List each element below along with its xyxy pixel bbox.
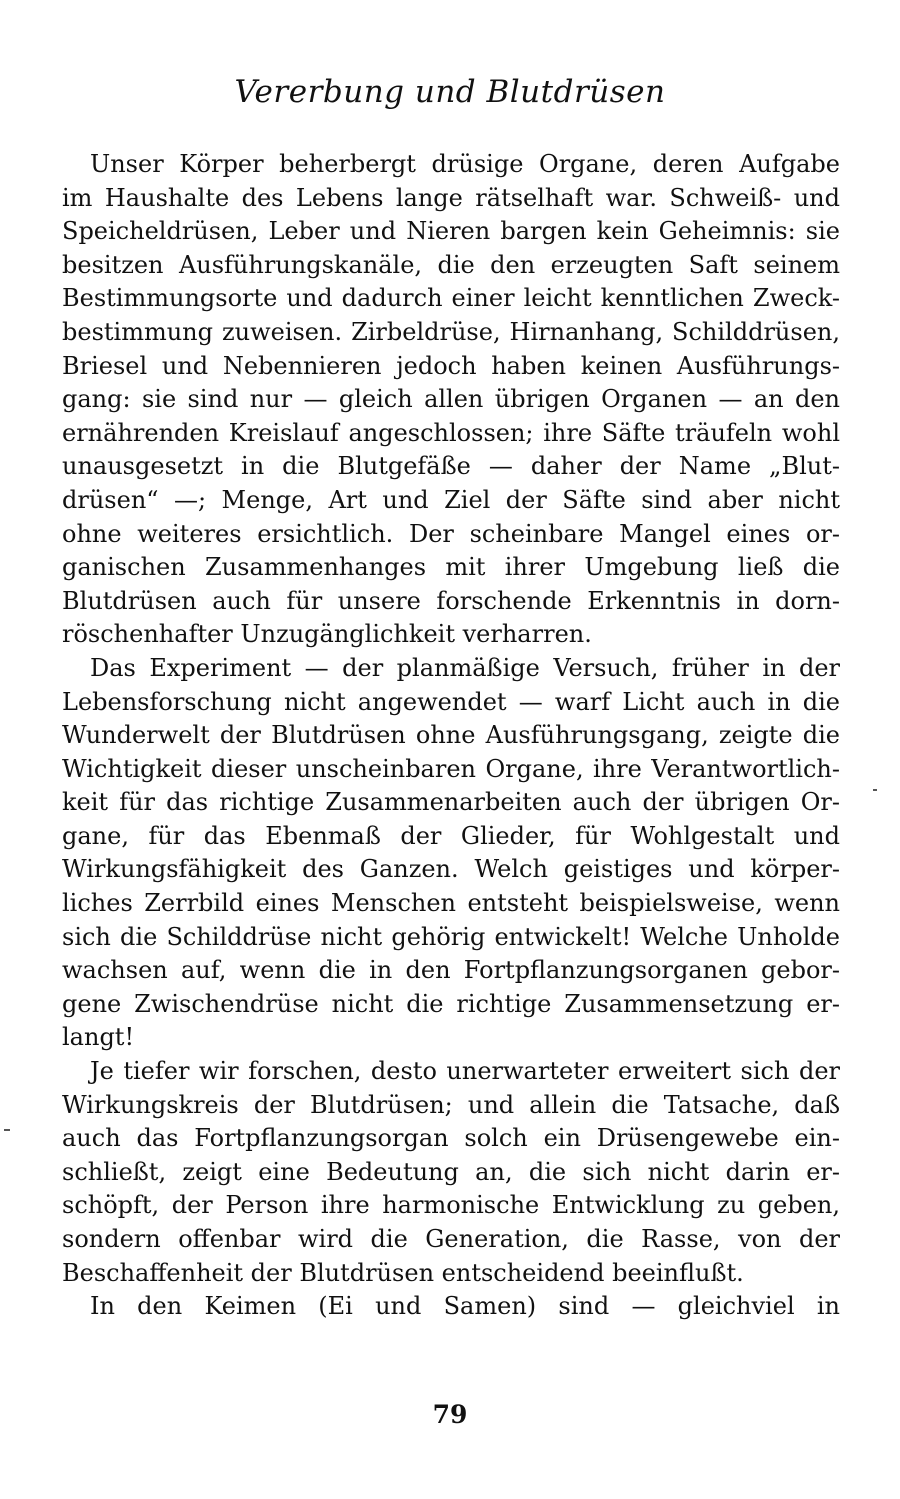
text-line: röschenhafter Unzugänglichkeit verharren. bbox=[62, 620, 592, 649]
text-line: Das Experiment — der planmäßige Versuch, früher in der bbox=[90, 653, 840, 682]
text-line: Wunderwelt der Blutdrüsen ohne Ausführungsgang, zeigte die bbox=[62, 721, 840, 750]
text-line: Bestimmungsorte und dadurch einer leicht kenntlichen Zweck- bbox=[62, 284, 840, 313]
text-line: Blutdrüsen auch für unsere forschende Erkenntnis in dorn- bbox=[62, 586, 840, 615]
text-line: Beschaffenheit der Blutdrüsen entscheidend beeinflußt. bbox=[62, 1258, 744, 1287]
text-line: ganischen Zusammenhanges mit ihrer Umgebung ließ die bbox=[62, 553, 840, 582]
text-line: In den Keimen (Ei und Samen) sind — gleichviel in bbox=[90, 1292, 840, 1321]
text-line: sich die Schilddrüse nicht gehörig entwickelt! Welche Unholde bbox=[62, 922, 840, 951]
text-line: ernährenden Kreislauf angeschlossen; ihre Säfte träufeln wohl bbox=[62, 418, 840, 447]
text-line: Lebensforschung nicht angewendet — warf Licht auch in die bbox=[62, 687, 840, 716]
chapter-heading: Vererbung und Blutdrüsen bbox=[234, 74, 666, 110]
text-line: bestimmung zuweisen. Zirbeldrüse, Hirnanhang, Schilddrüsen, bbox=[62, 317, 840, 346]
text-line: im Haushalte des Lebens lange rätselhaft war. Schweiß- und bbox=[62, 183, 840, 212]
text-line: keit für das richtige Zusammenarbeiten auch der übrigen Or- bbox=[62, 788, 840, 817]
text-line: wachsen auf, wenn die in den Fortpflanzungsorganen gebor- bbox=[62, 956, 840, 985]
text-line: langt! bbox=[62, 1023, 135, 1052]
text-line: drüsen“ —; Menge, Art und Ziel der Säfte sind aber nicht bbox=[62, 485, 840, 514]
text-line: Wichtigkeit dieser unscheinbaren Organe, ihre Verantwortlich- bbox=[62, 754, 840, 783]
text-line: Je tiefer wir forschen, desto unerwarteter erweitert sich der bbox=[90, 1057, 840, 1086]
text-line: gene Zwischendrüse nicht die richtige Zusammensetzung er- bbox=[62, 989, 840, 1018]
text-line: schöpft, der Person ihre harmonische Entwicklung zu geben, bbox=[62, 1191, 840, 1220]
text-line: Briesel und Nebennieren jedoch haben keinen Ausführungs- bbox=[62, 351, 840, 380]
text-line: unausgesetzt in die Blutgefäße — daher der Name „Blut- bbox=[62, 452, 840, 481]
text-line: Unser Körper beherbergt drüsige Organe, deren Aufgabe bbox=[90, 150, 840, 178]
body-text bbox=[62, 148, 840, 1324]
text-line: Wirkungskreis der Blutdrüsen; und allein die Tatsache, daß bbox=[62, 1090, 840, 1119]
text-line: liches Zerrbild eines Menschen entsteht beispielsweise, wenn bbox=[62, 889, 840, 918]
text-line: gane, für das Ebenmaß der Glieder, für Wohlgestalt und bbox=[62, 821, 840, 850]
margin-mark bbox=[4, 1129, 10, 1131]
text-line: besitzen Ausführungskanäle, die den erzeugten Saft seinem bbox=[62, 250, 840, 279]
margin-mark bbox=[873, 789, 877, 791]
text-line: Speicheldrüsen, Leber und Nieren bargen kein Geheimnis: sie bbox=[62, 217, 840, 246]
text-line: sondern offenbar wird die Generation, die Rasse, von der bbox=[62, 1225, 840, 1253]
page-number: 79 bbox=[432, 1400, 468, 1429]
text-line: schließt, zeigt eine Bedeutung an, die sich nicht darin er- bbox=[62, 1157, 840, 1186]
text-line: ohne weiteres ersichtlich. Der scheinbare Mangel eines or- bbox=[62, 519, 840, 548]
text-line: Wirkungsfähigkeit des Ganzen. Welch geistiges und körper- bbox=[62, 855, 840, 884]
text-line: gang: sie sind nur — gleich allen übrigen Organen — an den bbox=[62, 385, 840, 414]
text-line: auch das Fortpflanzungsorgan solch ein Drüsengewebe ein- bbox=[62, 1124, 840, 1153]
